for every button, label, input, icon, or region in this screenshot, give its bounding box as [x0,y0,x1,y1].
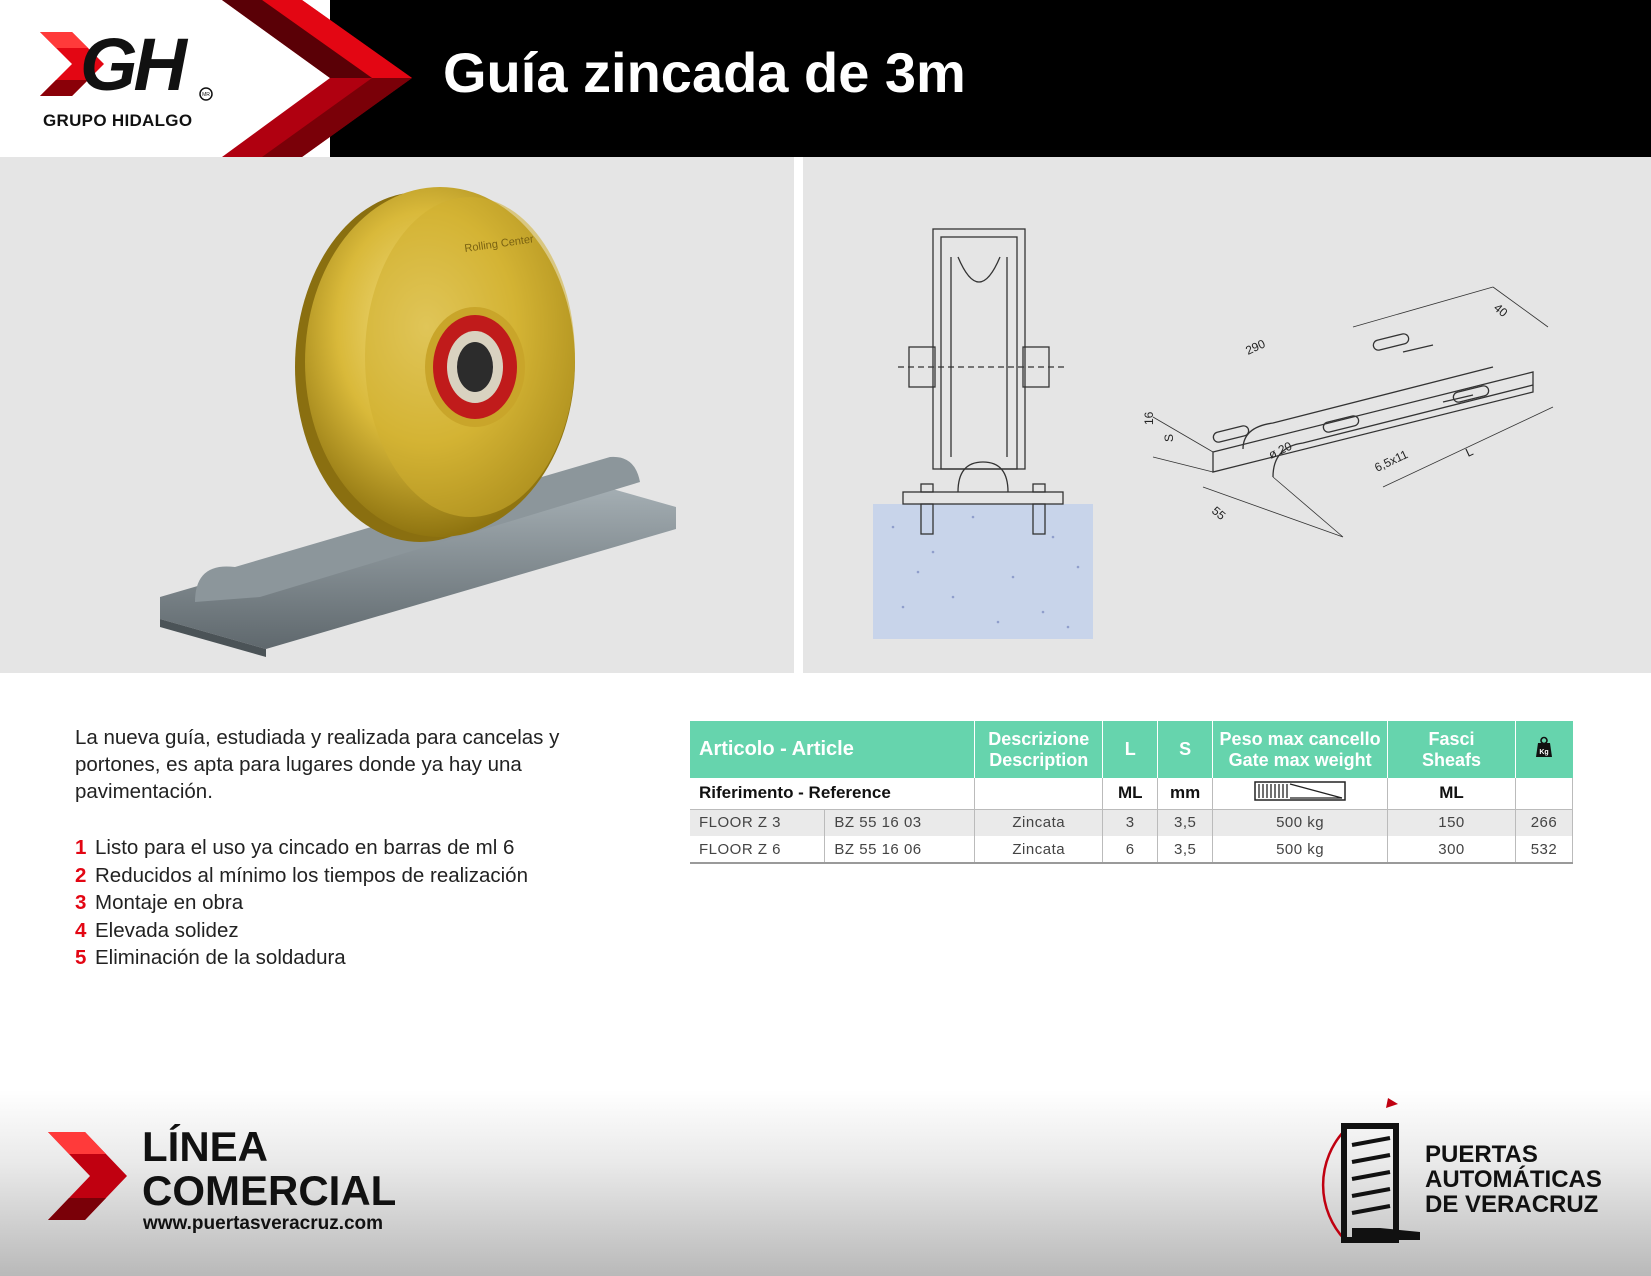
wheel-image [295,187,575,542]
website-link[interactable]: www.puertasveracruz.com [143,1213,384,1234]
header-kg [1515,721,1572,778]
svg-text:6,5x11: 6,5x11 [1372,447,1411,475]
footer-chevron-icon [48,1132,127,1220]
logo-gh-mark: GH [80,23,183,106]
table-row: FLOOR Z 3 BZ 55 16 03 Zincata 3 3,5 500 kg 150 266 [690,809,1573,836]
feature-item: 4 Elevada solidez [75,918,239,942]
header-sheafs: Fasci Sheafs [1388,721,1516,778]
subheader-l-unit: ML [1103,778,1158,809]
header-chevron-graphic [0,0,430,157]
svg-text:ø 20: ø 20 [1266,438,1295,462]
svg-text:S: S [1162,433,1176,442]
table-subheader-row [690,778,1573,809]
subheader-reference: Riferimento - Reference [690,778,975,809]
feature-item: 1 Listo para el uso ya cincado en barras de ml 6 [75,836,515,859]
linea-comercial-heading: LÍNEA COMERCIAL [142,1123,397,1214]
page-title: Guía zincada de 3m [443,41,966,104]
weight-icon [1535,736,1553,758]
table-header-row [690,721,1573,778]
isometric-rail [1153,287,1553,537]
svg-text:Rolling Center: Rolling Center [463,233,535,255]
technical-drawing-panel [803,157,1651,673]
header-bar [0,0,1651,157]
header-l: L [1103,721,1158,778]
product-photo [0,157,794,673]
gate-icon [1254,781,1346,801]
header-description: Descrizione Description [975,721,1103,778]
feature-item: 3 Montaje en obra [75,891,244,914]
svg-text:L: L [1463,444,1476,460]
header-s: S [1158,721,1213,778]
header-article: Articolo - Article [690,721,975,778]
svg-text:40: 40 [1491,300,1511,320]
section-view [898,229,1068,534]
product-photo-panel [0,157,794,673]
svg-text:Kg: Kg [1539,749,1549,756]
svg-text:MR: MR [202,92,210,98]
header-weight: Peso max cancello Gate max weight [1213,721,1388,778]
gate-icon-cell [1213,778,1388,809]
logo-company-name: GRUPO HIDALGO [43,111,193,130]
svg-text:16: 16 [1142,411,1156,425]
specification-table [690,721,1573,864]
brand-name: PUERTAS AUTOMÁTICAS DE VERACRUZ [1425,1141,1602,1218]
feature-list [75,834,528,972]
svg-text:290: 290 [1243,336,1268,358]
product-description: La nueva guía, estudiada y realizada para cancelas y portones, es apta para lugares donde ya hay una pavimentación. [75,726,560,803]
feature-item: 2 Reducidos al mínimo los tiempos de realización [75,863,528,887]
table-row: FLOOR Z 6 BZ 55 16 06 Zincata 6 3,5 500 kg 300 532 [690,836,1573,863]
subheader-sheafs-unit: ML [1388,778,1516,809]
svg-text:55: 55 [1209,503,1229,523]
concrete-base [873,504,1093,639]
technical-drawing [803,157,1651,673]
subheader-s-unit: mm [1158,778,1213,809]
feature-item: 5 Eliminación de la soldadura [75,946,346,969]
door-logo-icon [1323,1098,1420,1240]
